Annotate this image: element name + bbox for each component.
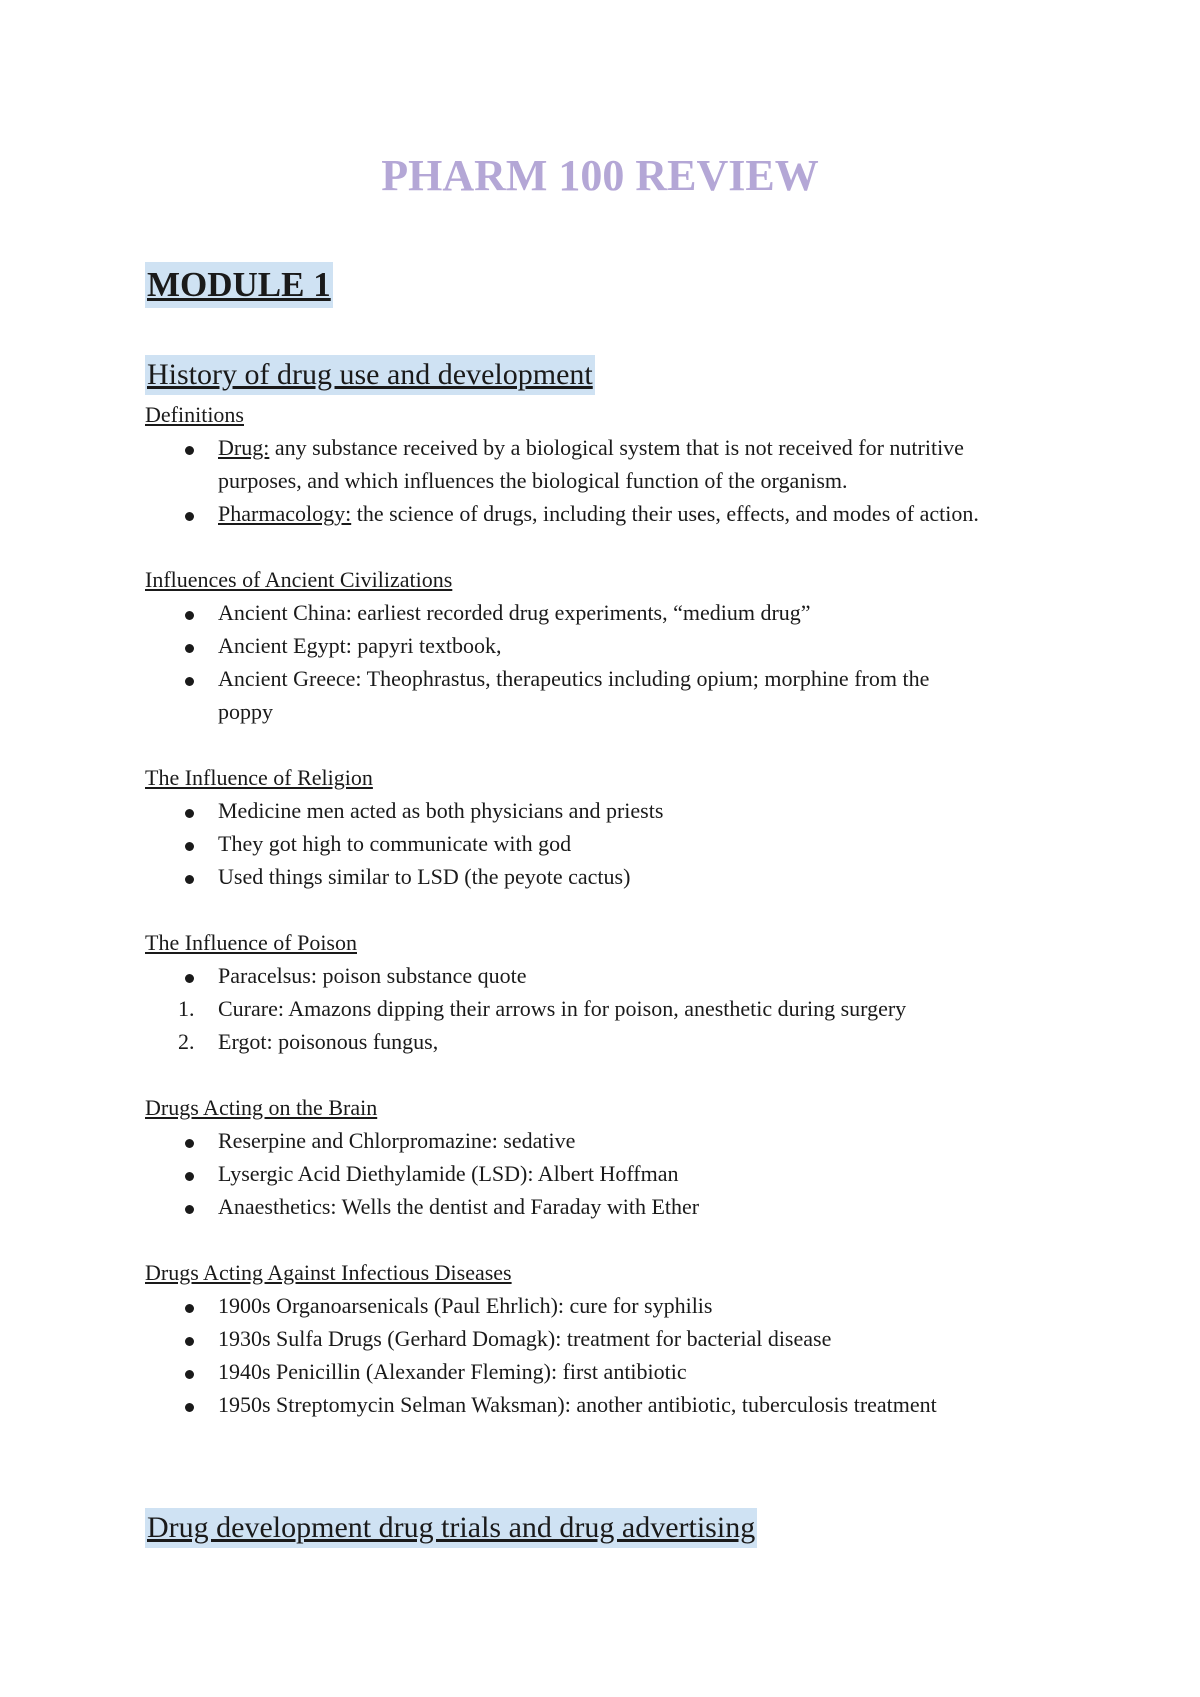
term-pharmacology: Pharmacology: bbox=[218, 501, 352, 526]
definition-drug-continuation: purposes, and which influences the biological function of the organism. bbox=[218, 468, 848, 493]
list-item: Ergot: poisonous fungus, bbox=[218, 1029, 439, 1054]
bullet-icon bbox=[185, 1139, 194, 1148]
bullet-icon bbox=[185, 1403, 194, 1412]
section-heading-drug-development: Drug development drug trials and drug advertising bbox=[145, 1508, 757, 1548]
definition-drug bbox=[218, 433, 1098, 463]
definition-pharmacology bbox=[218, 499, 1098, 529]
bullet-icon bbox=[185, 1370, 194, 1379]
list-item: Reserpine and Chlorpromazine: sedative bbox=[218, 1128, 576, 1153]
bullet-icon bbox=[185, 677, 194, 686]
subheading-brain: Drugs Acting on the Brain bbox=[145, 1095, 378, 1120]
list-item: Curare: Amazons dipping their arrows in for poison, anesthetic during surgery bbox=[218, 996, 907, 1021]
bullet-icon bbox=[185, 809, 194, 818]
list-item: They got high to communicate with god bbox=[218, 831, 572, 856]
bullet-icon bbox=[185, 1337, 194, 1346]
term-drug: Drug: bbox=[218, 435, 270, 460]
bullet-icon bbox=[185, 875, 194, 884]
definition-text: any substance received by a biological system that is not received for nutritive bbox=[269, 435, 964, 460]
bullet-icon bbox=[185, 1205, 194, 1214]
list-item: Used things similar to LSD (the peyote cactus) bbox=[218, 864, 631, 889]
list-item-continuation: poppy bbox=[218, 699, 273, 724]
bullet-icon bbox=[185, 842, 194, 851]
list-item: 1900s Organoarsenicals (Paul Ehrlich): cure for syphilis bbox=[218, 1293, 713, 1318]
list-item: Ancient Greece: Theophrastus, therapeutics including opium; morphine from the bbox=[218, 666, 930, 691]
list-number: 2. bbox=[178, 1029, 195, 1054]
subheading-ancient-civilizations: Influences of Ancient Civilizations bbox=[145, 567, 453, 592]
definition-text: the science of drugs, including their uses, effects, and modes of action. bbox=[351, 501, 979, 526]
list-item: Ancient Egypt: papyri textbook, bbox=[218, 633, 502, 658]
bullet-icon bbox=[185, 446, 194, 455]
list-item: Lysergic Acid Diethylamide (LSD): Albert Hoffman bbox=[218, 1161, 679, 1186]
bullet-icon bbox=[185, 611, 194, 620]
list-item: Anaesthetics: Wells the dentist and Faraday with Ether bbox=[218, 1194, 700, 1219]
list-item: 1940s Penicillin (Alexander Fleming): first antibiotic bbox=[218, 1359, 687, 1384]
list-item: 1950s Streptomycin Selman Waksman): another antibiotic, tuberculosis treatment bbox=[218, 1392, 937, 1417]
list-item: Medicine men acted as both physicians and priests bbox=[218, 798, 664, 823]
list-item: 1930s Sulfa Drugs (Gerhard Domagk): treatment for bacterial disease bbox=[218, 1326, 832, 1351]
subheading-religion: The Influence of Religion bbox=[145, 765, 373, 790]
section-heading-history: History of drug use and development bbox=[145, 355, 595, 395]
bullet-icon bbox=[185, 644, 194, 653]
bullet-icon bbox=[185, 1172, 194, 1181]
subheading-infectious-diseases: Drugs Acting Against Infectious Diseases bbox=[145, 1260, 512, 1285]
module-heading: MODULE 1 bbox=[145, 262, 333, 308]
bullet-icon bbox=[185, 1304, 194, 1313]
bullet-icon bbox=[185, 512, 194, 521]
bullet-icon bbox=[185, 974, 194, 983]
subheading-definitions: Definitions bbox=[145, 402, 244, 427]
subheading-poison: The Influence of Poison bbox=[145, 930, 357, 955]
list-number: 1. bbox=[178, 996, 195, 1021]
list-item: Ancient China: earliest recorded drug experiments, “medium drug” bbox=[218, 600, 811, 625]
list-item: Paracelsus: poison substance quote bbox=[218, 963, 527, 988]
document-title: PHARM 100 REVIEW bbox=[381, 151, 819, 200]
